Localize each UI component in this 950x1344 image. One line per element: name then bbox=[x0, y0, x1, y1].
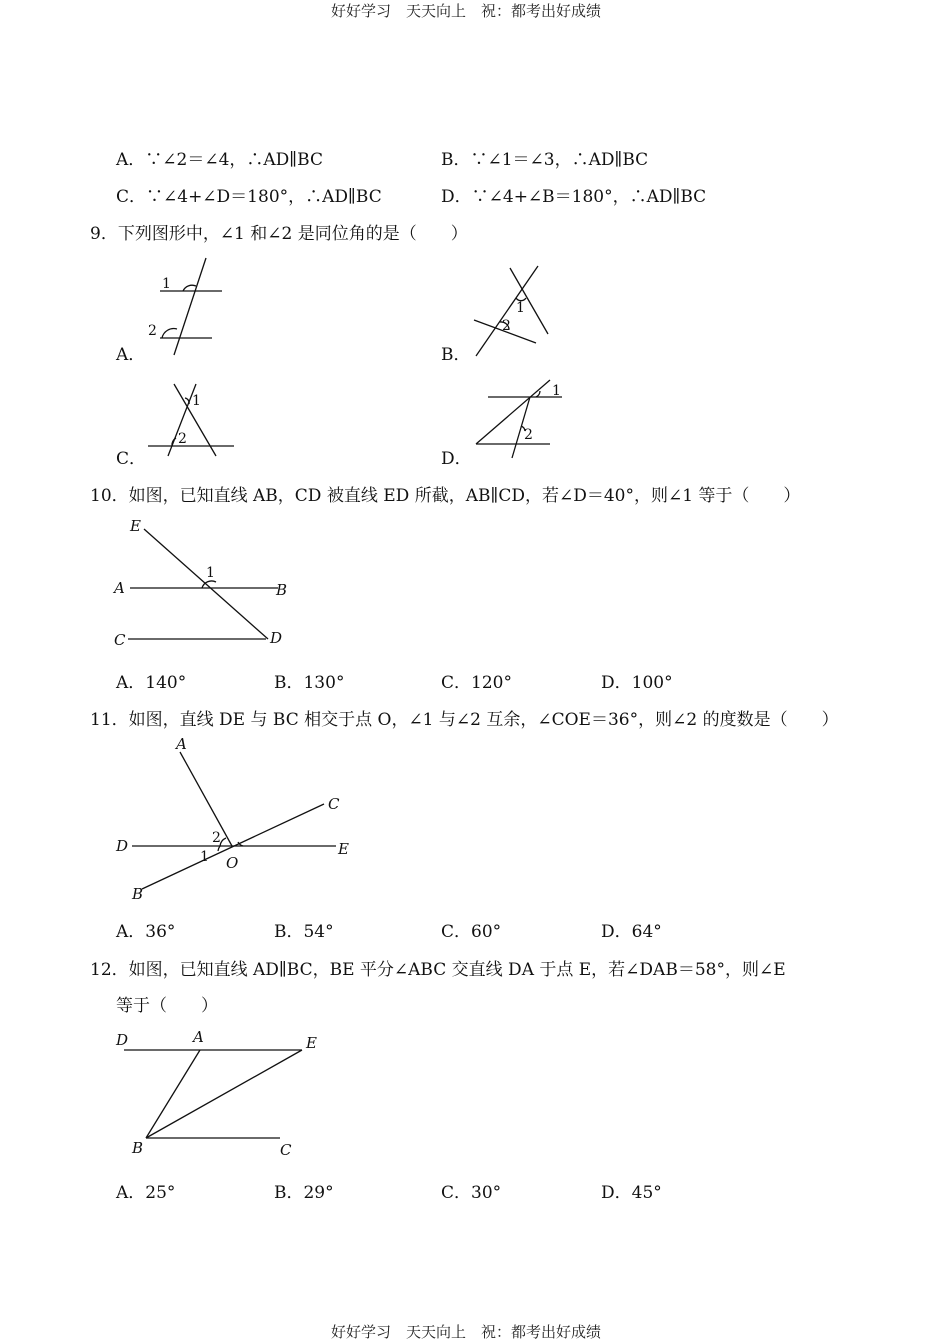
q10-option-b[interactable]: B．130° bbox=[274, 673, 345, 693]
q9b-label-1: 1 bbox=[516, 300, 525, 316]
q11-label-b: B bbox=[132, 885, 144, 903]
q9-option-d[interactable]: D． bbox=[441, 449, 472, 469]
q9d-label-2: 2 bbox=[524, 427, 533, 443]
q10-label-1: 1 bbox=[206, 565, 215, 581]
q12-label-b: B bbox=[132, 1139, 144, 1157]
q12-label-e: E bbox=[306, 1034, 317, 1052]
page-footer: 好好学习 天天向上 祝：都考出好成绩 bbox=[331, 1323, 602, 1341]
q10-option-c[interactable]: C．120° bbox=[441, 673, 512, 693]
q8-option-a[interactable]: A．∵∠2＝∠4，∴AD∥BC bbox=[116, 150, 323, 170]
q12-label-d: D bbox=[116, 1031, 129, 1049]
q12-label-c: C bbox=[280, 1141, 292, 1159]
q11-figure bbox=[110, 735, 360, 905]
q11-label-c: C bbox=[328, 795, 340, 813]
q9b-label-2: 2 bbox=[502, 318, 511, 334]
q11-option-c[interactable]: C．60° bbox=[441, 922, 502, 942]
q11-option-b[interactable]: B．54° bbox=[274, 922, 334, 942]
q9-figure-d bbox=[470, 378, 570, 460]
q9-figure-c bbox=[140, 380, 240, 460]
q11-label-d: D bbox=[116, 837, 129, 855]
q9-stem: 9．下列图形中，∠1 和∠2 是同位角的是（ ） bbox=[90, 224, 468, 244]
q10-label-e: E bbox=[130, 517, 141, 535]
q9c-label-1: 1 bbox=[192, 393, 201, 409]
q9-option-c[interactable]: C． bbox=[116, 449, 147, 469]
q11-option-d[interactable]: D．64° bbox=[601, 922, 662, 942]
q9-figure-b bbox=[470, 262, 560, 362]
q11-label-o: O bbox=[226, 854, 239, 872]
q12-stem-line2: 等于（ ） bbox=[116, 996, 218, 1016]
q8-option-d[interactable]: D．∵∠4+∠B＝180°，∴AD∥BC bbox=[441, 187, 707, 207]
q12-figure bbox=[110, 1025, 340, 1165]
q9-option-a[interactable]: A． bbox=[116, 345, 146, 365]
q9a-label-2: 2 bbox=[148, 323, 157, 339]
q11-label-e: E bbox=[338, 840, 349, 858]
page-header: 好好学习 天天向上 祝：都考出好成绩 bbox=[331, 2, 602, 20]
q9d-label-1: 1 bbox=[552, 383, 561, 399]
q12-label-a: A bbox=[193, 1028, 204, 1046]
q12-stem-line1: 12．如图，已知直线 AD∥BC，BE 平分∠ABC 交直线 DA 于点 E，若∠DAB＝58°，则∠E bbox=[90, 960, 786, 980]
q11-option-a[interactable]: A．36° bbox=[116, 922, 176, 942]
q11-label-2: 2 bbox=[212, 830, 221, 846]
q12-option-d[interactable]: D．45° bbox=[601, 1183, 662, 1203]
q10-option-a[interactable]: A．140° bbox=[116, 673, 187, 693]
q9-option-b[interactable]: B． bbox=[441, 345, 471, 365]
q11-label-1: 1 bbox=[200, 849, 209, 865]
q10-label-a: A bbox=[114, 579, 125, 597]
q10-label-c: C bbox=[114, 631, 126, 649]
q10-option-d[interactable]: D．100° bbox=[601, 673, 673, 693]
q9c-label-2: 2 bbox=[178, 431, 187, 447]
q8-option-b[interactable]: B．∵∠1＝∠3，∴AD∥BC bbox=[441, 150, 649, 170]
q9-figure-a bbox=[140, 255, 240, 360]
q8-option-c[interactable]: C．∵∠4+∠D＝180°，∴AD∥BC bbox=[116, 187, 382, 207]
q11-label-a: A bbox=[176, 735, 187, 753]
q12-option-c[interactable]: C．30° bbox=[441, 1183, 502, 1203]
q10-figure bbox=[110, 515, 310, 655]
q10-stem: 10．如图，已知直线 AB，CD 被直线 ED 所截，AB∥CD，若∠D＝40°，则∠1 等于（ ） bbox=[90, 486, 801, 506]
q11-stem: 11．如图，直线 DE 与 BC 相交于点 O，∠1 与∠2 互余，∠COE＝36°，则∠2 的度数是（ ） bbox=[90, 710, 839, 730]
q12-option-b[interactable]: B．29° bbox=[274, 1183, 334, 1203]
q10-label-b: B bbox=[276, 581, 288, 599]
q10-label-d: D bbox=[270, 629, 283, 647]
q12-option-a[interactable]: A．25° bbox=[116, 1183, 176, 1203]
q9a-label-1: 1 bbox=[162, 276, 171, 292]
